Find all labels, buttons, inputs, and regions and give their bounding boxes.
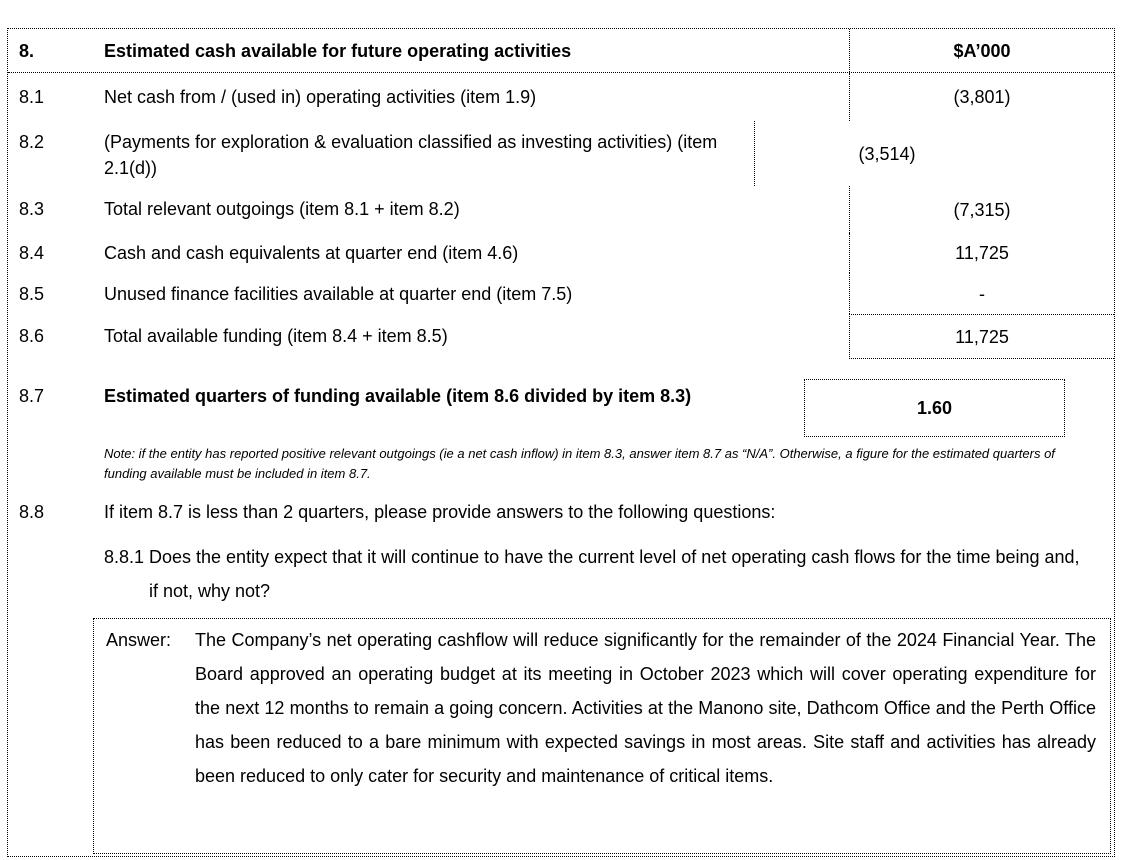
item-value: - <box>849 273 1114 314</box>
item-label: If item 8.7 is less than 2 quarters, please provide answers to the following questions: <box>104 502 776 522</box>
item-label: Unused finance facilities available at quarter end (item 7.5) <box>104 284 573 304</box>
item-number: 8.3 <box>19 199 45 219</box>
header-item-number: 8. <box>19 41 35 61</box>
table-row-8-1 <box>8 73 1114 121</box>
table-row-8-4 <box>8 233 1114 273</box>
item-label: Total relevant outgoings (item 8.1 + item 8.2) <box>104 199 460 219</box>
quarters-of-funding-value: 1.60 <box>804 379 1065 437</box>
item-value: (7,315) <box>849 186 1114 233</box>
item-value: (3,801) <box>849 73 1114 121</box>
row-gap <box>8 359 1114 377</box>
table-row-8-3 <box>8 186 1114 233</box>
item-label: (Payments for exploration & evaluation classified as investing activities) (item 2.1(d)) <box>104 132 718 178</box>
unit-header: $A’000 <box>849 29 1114 72</box>
item-value: (3,514) <box>754 121 1019 186</box>
table-row-8-7 <box>8 377 1114 439</box>
table-row-8-6 <box>8 314 1114 359</box>
table-row-8-8-1 <box>8 540 1114 608</box>
item-label: Cash and cash equivalents at quarter end (item 4.6) <box>104 243 519 263</box>
item-number: 8.4 <box>19 243 45 263</box>
table-title: Estimated cash available for future operating activities <box>104 41 572 61</box>
note-row <box>8 444 1114 484</box>
table-header-row <box>8 29 1114 73</box>
item-label: Net cash from / (used in) operating activities (item 1.9) <box>104 87 537 107</box>
note-indent <box>8 444 104 484</box>
item-number: 8.8 <box>19 502 45 522</box>
item-label: Estimated quarters of funding available (item 8.6 divided by item 8.3) <box>104 386 692 406</box>
item-label: Does the entity expect that it will continue to have the current level of net operating cash flows for the time being and, if not, why not? <box>149 547 1080 601</box>
item-number: 8.1 <box>19 87 45 107</box>
item-value: 11,725 <box>849 314 1114 359</box>
table-row-8-5 <box>8 273 1114 314</box>
item-number: 8.6 <box>19 326 45 346</box>
item-number: 8.2 <box>19 132 45 152</box>
note-text: Note: if the entity has reported positive relevant outgoings (ie a net cash inflow) in item 8.3, answer item 8.7 as “N/A”. Otherwise, a figure for the estimated quarters of funding available must be included in item 8.7. <box>104 446 1055 481</box>
item-number: 8.8.1 <box>104 547 145 567</box>
item-number: 8.7 <box>19 386 45 406</box>
item-number: 8.5 <box>19 284 45 304</box>
table-row-8-2 <box>8 121 1114 186</box>
sub-row-content <box>104 540 1114 608</box>
item-value: 11,725 <box>849 233 1114 273</box>
answer-box <box>93 618 1111 854</box>
answer-label: Answer: <box>106 630 172 650</box>
table-row-8-8 <box>8 484 1114 533</box>
section-8-cash-table <box>7 28 1115 857</box>
item-label: Total available funding (item 8.4 + item 8.5) <box>104 326 448 346</box>
answer-text: The Company’s net operating cashflow will reduce significantly for the remainder of the 2024 Financial Year. The Board approved an operating budget at its meeting in October 2023 which will cover operating expenditure for the next 12 months to remain a going concern. Activities at the Manono site, Dathcom Office and the Perth Office has been reduced to a bare minimum with expected savings in most areas. Site staff and activities has already been reduced to only cater for security and maintenance of critical items. <box>195 630 1096 786</box>
sub-row-indent <box>8 540 104 608</box>
